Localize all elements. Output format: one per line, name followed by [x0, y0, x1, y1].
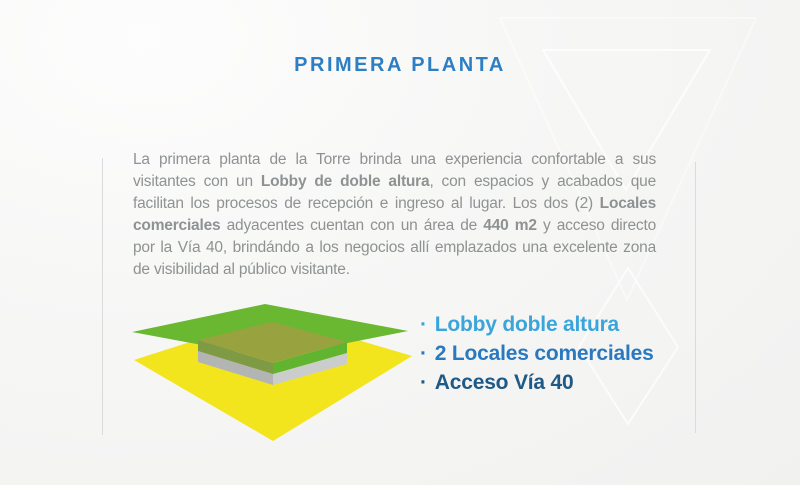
description-bold-text: Lobby de doble altura [260, 173, 430, 190]
feature-item [420, 310, 654, 339]
description-text: y acceso directo por la Vía 40, brindándo a los negocios allí emplazados una excelente zona de visibilidad al público visitante. [133, 217, 657, 278]
right-divider [695, 162, 696, 433]
feature-list [420, 310, 654, 397]
bullet-dot: · [420, 371, 427, 394]
floor-plate-illustration [128, 293, 420, 445]
description-bold-text: 440 m2 [483, 217, 537, 234]
bullet-dot: · [420, 342, 427, 365]
feature-label: Acceso Vía 40 [434, 371, 574, 394]
feature-item [420, 339, 654, 368]
bullet-dot: · [420, 313, 427, 336]
feature-label: 2 Locales comerciales [434, 342, 654, 365]
left-divider [102, 158, 103, 435]
description-text: adyacentes cuentan con un área de [220, 217, 484, 234]
description-text: La primera planta de la Torre brinda una experiencia confortable a sus visitantes con un [133, 151, 656, 190]
description-paragraph [133, 149, 656, 281]
description-text: , con espacios y acabados que facilitan los procesos de recepción e ingreso al lugar. Los dos (2) [133, 173, 656, 212]
feature-item [420, 368, 654, 397]
feature-label: Lobby doble altura [434, 313, 620, 336]
description-bold-text: Locales comerciales [133, 195, 656, 234]
page-title: PRIMERA PLANTA [294, 54, 506, 76]
